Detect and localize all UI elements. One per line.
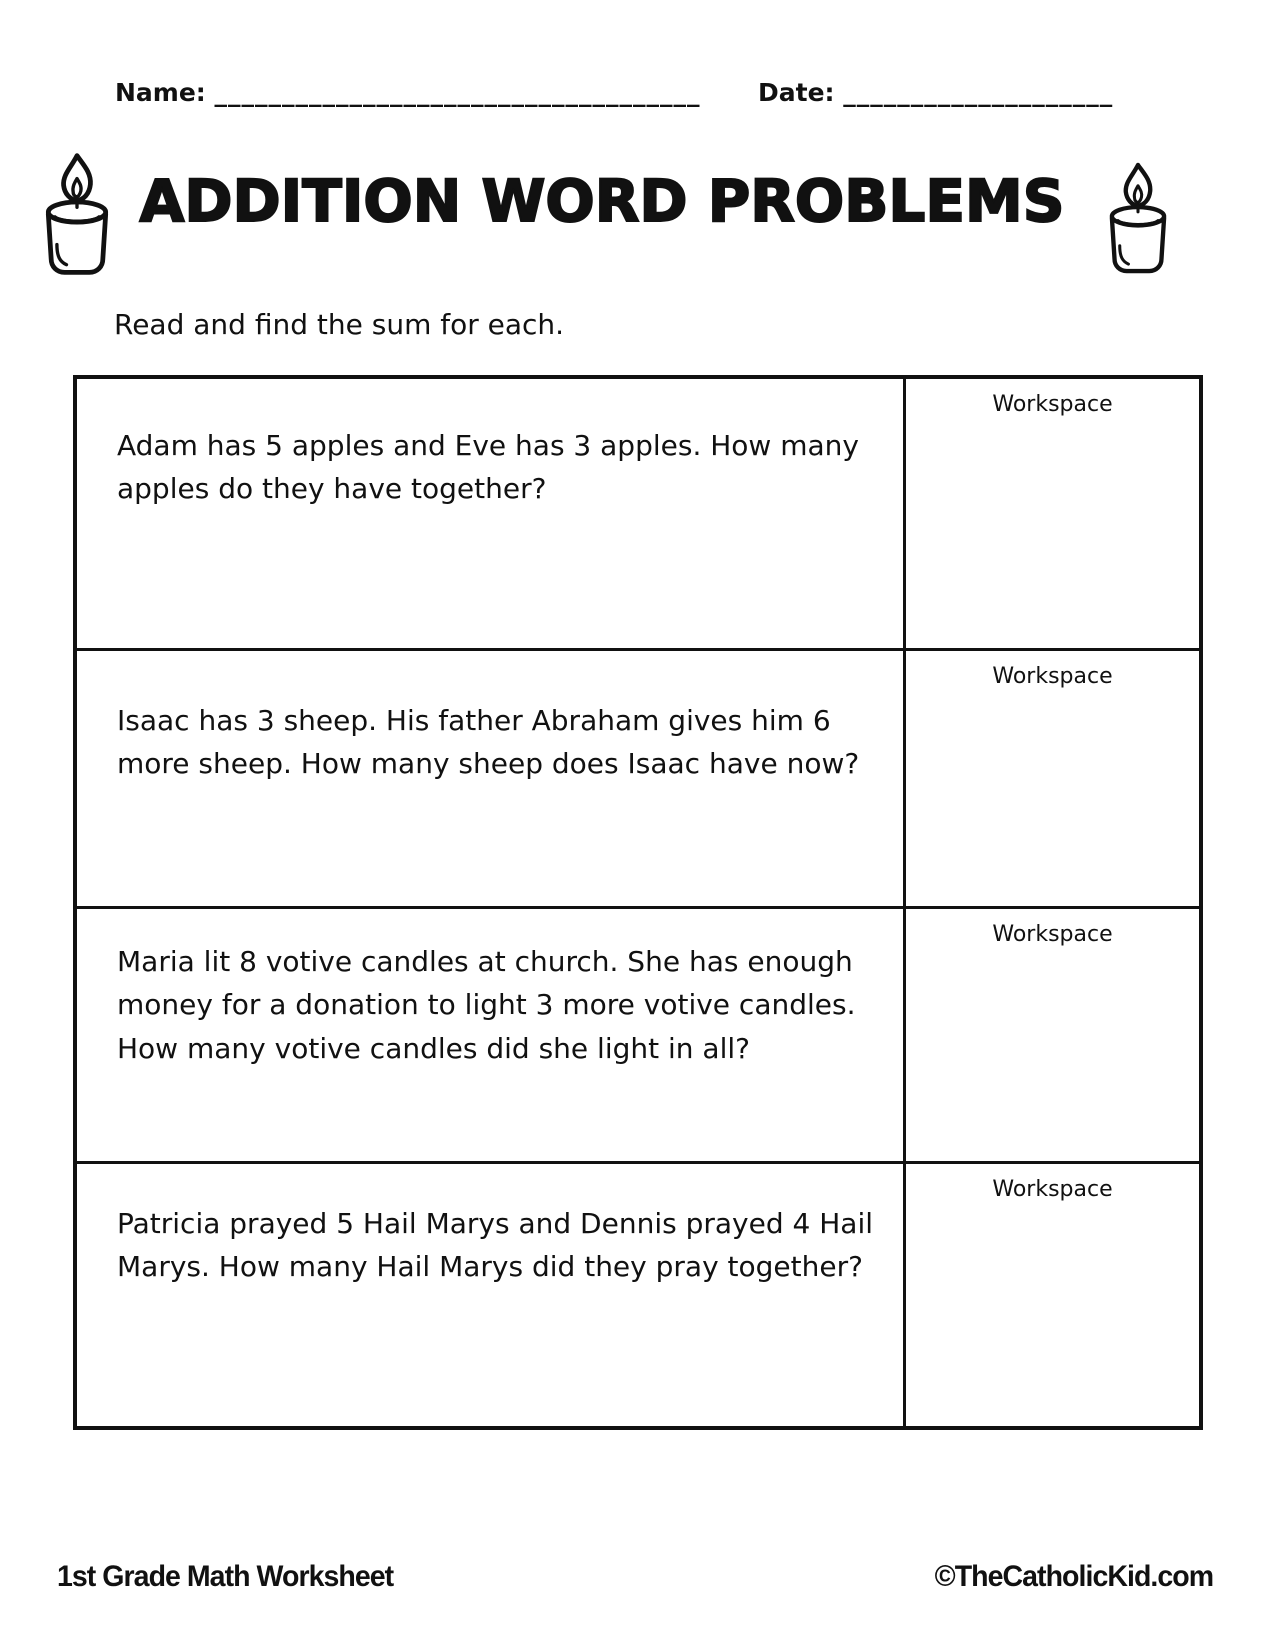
instruction-text: Read and find the sum for each. [114, 308, 565, 341]
votive-candle-icon [33, 150, 121, 278]
footer-worksheet-label: 1st Grade Math Worksheet [57, 1560, 394, 1593]
date-field [758, 78, 1113, 107]
problem-text: Maria lit 8 votive candles at church. She has enough money for a donation to light 3 more votive candles. How many votive candles did she light in all? [117, 945, 856, 1065]
page-title: ADDITION WORD PROBLEMS [139, 167, 1065, 235]
problem-text: Isaac has 3 sheep. His father Abraham gives him 6 more sheep. How many sheep does Isaac have now? [117, 704, 860, 781]
workspace-label: Workspace [992, 392, 1113, 417]
name-blank-line: ____________________________________ [214, 78, 701, 107]
problem-text: Adam has 5 apples and Eve has 3 apples. How many apples do they have together? [117, 429, 859, 506]
problem-cell-3 [77, 909, 906, 1164]
date-label: Date: [758, 78, 835, 107]
name-label: Name: [115, 78, 206, 107]
problem-cell-4 [77, 1164, 906, 1426]
workspace-label: Workspace [992, 1177, 1113, 1202]
problem-text: Patricia prayed 5 Hail Marys and Dennis prayed 4 Hail Marys. How many Hail Marys did they pray together? [117, 1207, 873, 1284]
date-blank-line: ____________________ [843, 78, 1114, 107]
workspace-cell-4 [906, 1164, 1199, 1426]
name-field [115, 78, 701, 107]
workspace-label: Workspace [992, 922, 1113, 947]
workspace-cell-2 [906, 651, 1199, 909]
workspace-cell-3 [906, 909, 1199, 1164]
votive-candle-icon [1098, 160, 1178, 276]
footer-copyright: ©TheCatholicKid.com [934, 1560, 1213, 1593]
problems-table [73, 375, 1203, 1430]
problem-cell-1 [77, 379, 906, 651]
workspace-cell-1 [906, 379, 1199, 651]
workspace-label: Workspace [992, 664, 1113, 689]
problem-cell-2 [77, 651, 906, 909]
